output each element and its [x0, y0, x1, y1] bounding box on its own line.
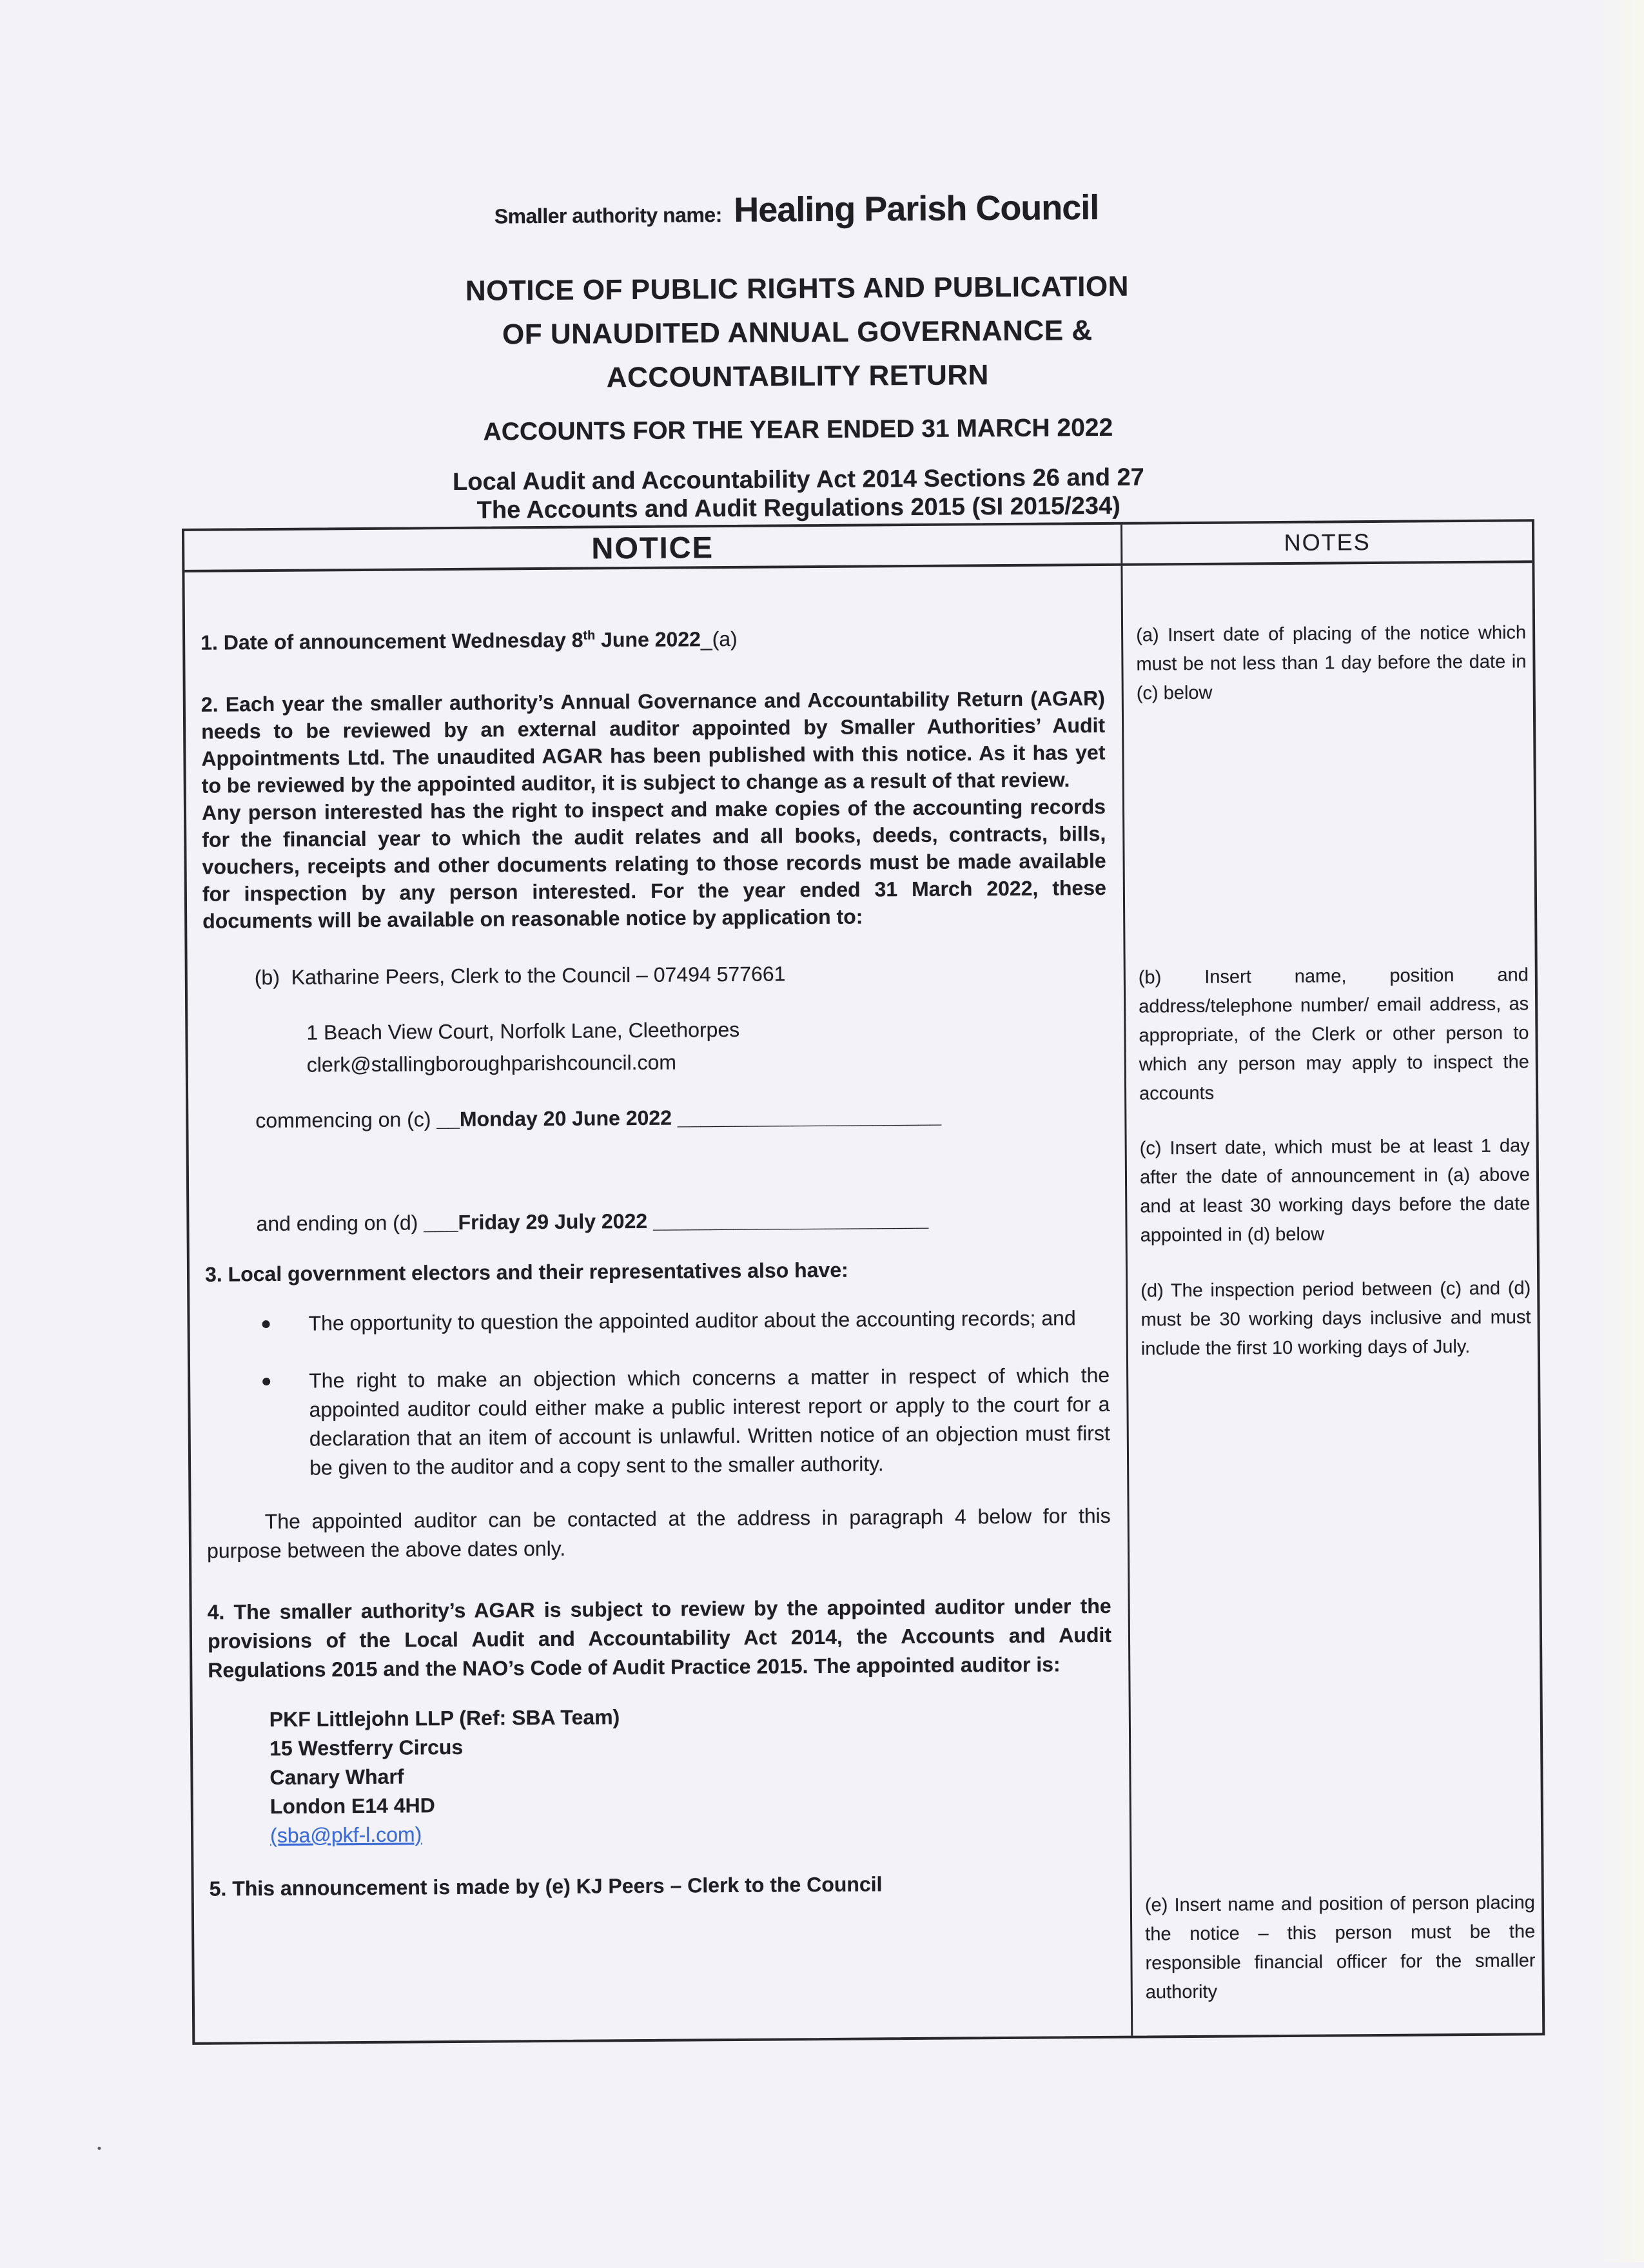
note-c: (c) Insert date, which must be at least 1 day after the date of announcement in (a) above and at least 30 working days before the date appointed in (d) below [1139, 1135, 1531, 1246]
appointed-auditor-block [208, 1699, 1113, 1851]
ending-underscore: ___ [424, 1210, 458, 1235]
ending-blank-line: ________________________ [647, 1207, 929, 1233]
notice-title-line-3: ACCOUNTABILITY RETURN [606, 359, 990, 394]
clerk-address-block [203, 1011, 1108, 1082]
commencing-underscore: __ [436, 1107, 460, 1131]
item-1-date-tail: June 2022 [595, 627, 701, 652]
note-a: (a) Insert date of placing of the notice which must be not less than 1 day before the date in (c) below [1136, 622, 1527, 704]
auditor-name: PKF Littlejohn LLP (Ref: SBA Team) [269, 1705, 620, 1732]
scan-speck [97, 2147, 101, 2150]
commencing-date-value: Monday 20 June 2022 [459, 1106, 672, 1131]
item-2-paragraph-2: Any person interested has the right to inspect and make copies of the accounting records for the financial year to which the audit relates and all books, deeds, contracts, bills, vouchers, receipts and other documents relating to those records must be made available for inspection by any person interested. For the year ended 31 March 2022, these documents will be available on reasonable notice by application to: [201, 794, 1106, 933]
auditor-email-link[interactable]: (sba@pkf-l.com) [269, 1823, 422, 1848]
authority-line [0, 185, 1600, 244]
item-1-note-ref: _(a) [700, 627, 738, 651]
clerk-address-line: 1 Beach View Court, Norfolk Lane, Cleethorpes [306, 1017, 740, 1044]
note-b: (b) Insert name, position and address/telephone number/ email address, as appropriate, of the Clerk or other person to which any person may apply to inspect the accounts [1138, 964, 1529, 1104]
bullet-make-objection: The right to make an objection which concerns a matter in respect of which the appointed auditor could either make a public interest report or apply to the court for a declaration that an item of account is unlawful. Written notice of an objection must first be given to the auditor and a copy sent to the smaller authority. [206, 1361, 1110, 1483]
notice-column-header: NOTICE [184, 525, 1122, 570]
commencing-blank-line: _______________________ [671, 1104, 942, 1129]
notes-column [1122, 563, 1542, 2035]
inspection-end-line [204, 1204, 1108, 1238]
notice-notes-table [182, 519, 1545, 2045]
ending-date-value: Friday 29 July 2022 [458, 1209, 648, 1234]
note-e: (e) Insert name and position of person placing the notice – this person must be the responsible financial officer for the smaller authority [1144, 1892, 1536, 2003]
auditor-contact-paragraph: The appointed auditor can be contacted at the address in paragraph 4 below for this purpose between the above dates only. [206, 1503, 1111, 1563]
authority-name-value: Healing Parish Council [733, 188, 1099, 230]
bullet-question-auditor: The opportunity to question the appointed auditor about the accounting records; and [205, 1304, 1109, 1339]
clerk-contact-line: (b) Katharine Peers, Clerk to the Council – 07494 577661 [254, 962, 786, 990]
act-reference [0, 460, 1601, 528]
item-4-paragraph: 4. The smaller authority’s AGAR is subject to review by the appointed auditor under the provisions of the Local Audit and Accountability Act 2014, the Accounts and Audit Regulations 2015 and the NAO’s Code of Audit Practice 2015. The appointed auditor is: [207, 1594, 1112, 1682]
ordinal-superscript: th [583, 628, 596, 643]
item-5-announcement: 5. This announcement is made by (e) KJ Peers – Clerk to the Council [209, 1872, 883, 1901]
item-1-text: 1. Date of announcement Wednesday 8 [201, 628, 583, 654]
auditor-address-line-2: Canary Wharf [269, 1765, 404, 1790]
authority-name-label: Smaller authority name: [494, 203, 722, 228]
notice-column [184, 566, 1133, 2042]
auditor-address-line-3: London E14 4HD [269, 1794, 435, 1819]
notice-title-line-1: NOTICE OF PUBLIC RIGHTS AND PUBLICATION [465, 270, 1130, 307]
table-body [184, 563, 1542, 2042]
inspection-start-line [204, 1101, 1108, 1135]
auditor-address-line-1: 15 Westferry Circus [269, 1735, 464, 1761]
act-reference-line-2: The Accounts and Audit Regulations 2015 (SI 2015/234) [476, 492, 1120, 524]
notice-title [0, 262, 1601, 404]
commencing-label: commencing on (c) [255, 1108, 437, 1133]
notice-title-line-2: OF UNAUDITED ANNUAL GOVERNANCE & [502, 315, 1093, 351]
act-reference-line-1: Local Audit and Accountability Act 2014 Sections 26 and 27 [452, 464, 1144, 496]
ending-label: and ending on (d) [256, 1211, 424, 1236]
item-1-announcement-date [201, 623, 1104, 656]
notes-column-header: NOTES [1284, 529, 1371, 556]
item-2-paragraph-1: 2. Each year the smaller authority’s Annual Governance and Accountability Return (AGAR) needs to be reviewed by an external auditor appointed by Smaller Authorities’ Audit Appointments Ltd. The unaudited AGAR has been published with this notice. As it has yet to be reviewed by the appointed auditor, it is subject to change as a result of that review. [201, 686, 1106, 797]
note-d: (d) The inspection period between (c) and (d) must be 30 working days inclusive and must include the first 10 working days of July. [1140, 1278, 1531, 1360]
clerk-email: clerk@stallingboroughparishcouncil.com [306, 1050, 677, 1077]
accounts-year-title: ACCOUNTS FOR THE YEAR ENDED 31 MARCH 2022 [483, 413, 1113, 446]
item-3-heading: 3. Local government electors and their representatives also have: [204, 1258, 848, 1286]
